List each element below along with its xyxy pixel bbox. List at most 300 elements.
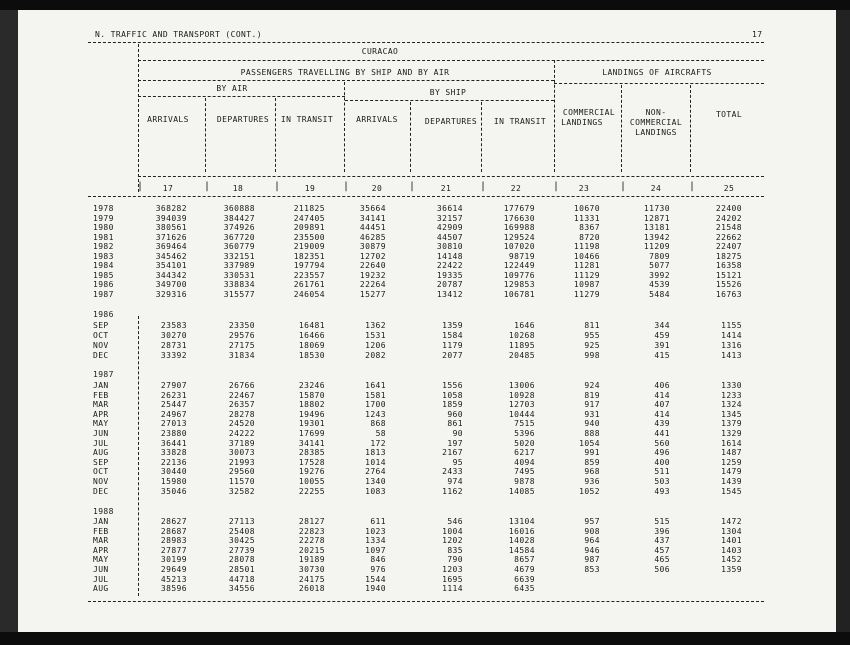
table-cell: 1859: [442, 400, 463, 410]
table-cell: 368282: [155, 204, 187, 213]
table-cell: 27877: [160, 545, 187, 555]
table-cell: 10928: [508, 390, 535, 400]
table-cell: 22640: [359, 261, 386, 271]
table-cell: 30440: [160, 467, 187, 477]
table-cell: 22823: [298, 526, 325, 536]
rule-vertical-stub: [138, 44, 139, 192]
table-cell: 12702: [359, 251, 386, 261]
table-cell: 946: [584, 545, 600, 555]
table-cell: 329316: [155, 289, 187, 299]
row-label: DEC: [93, 351, 109, 361]
table-cell: 968: [584, 467, 600, 477]
header-noncommercial-1: NON-: [645, 108, 667, 117]
table-cell: 28078: [228, 555, 255, 565]
table-cell: 34556: [228, 584, 255, 594]
table-cell: 974: [447, 477, 463, 486]
table-cell: 465: [654, 555, 670, 565]
table-cell: 27013: [160, 419, 187, 429]
table-cell: 1054: [579, 438, 600, 448]
table-cell: 20787: [436, 280, 463, 290]
table-cell: 13412: [436, 289, 463, 299]
table-cell: 345462: [155, 251, 187, 261]
table-cell: 439: [654, 419, 670, 429]
table-cell: 18069: [298, 341, 325, 351]
table-cell: 925: [584, 341, 600, 351]
table-cell: 13104: [508, 517, 535, 526]
column-number: 22: [510, 184, 522, 193]
table-cell: 861: [447, 419, 463, 429]
year-label-1986: 1986: [93, 310, 114, 319]
table-cell: 25408: [228, 526, 255, 536]
table-cell: 960: [447, 409, 463, 419]
table-cell: 459: [654, 331, 670, 341]
table-cell: 414: [654, 409, 670, 419]
table-cell: 964: [584, 536, 600, 546]
table-cell: 22136: [160, 457, 187, 467]
table-cell: 18275: [715, 251, 742, 261]
table-cell: 17528: [298, 457, 325, 467]
column-number-separator: |: [274, 181, 281, 192]
rule-vertical-stub-body: [138, 316, 139, 596]
table-cell: 5020: [514, 438, 535, 448]
table-cell: 219009: [293, 242, 325, 252]
table-cell: 344: [654, 321, 670, 330]
table-cell: 394039: [155, 213, 187, 223]
table-cell: 1259: [721, 457, 742, 467]
table-cell: 7809: [649, 251, 670, 261]
table-cell: 28731: [160, 341, 187, 351]
column-number: 18: [232, 184, 244, 193]
rule-vertical-air-ship: [344, 82, 345, 172]
table-cell: 13181: [643, 223, 670, 233]
table-cell: 515: [654, 517, 670, 526]
table-cell: 30425: [228, 536, 255, 546]
table-cell: 11730: [643, 204, 670, 213]
table-cell: 35046: [160, 486, 187, 496]
table-cell: 31834: [228, 351, 255, 361]
table-cell: 908: [584, 526, 600, 536]
table-cell: 1479: [721, 467, 742, 477]
table-cell: 371626: [155, 232, 187, 242]
table-cell: 235500: [293, 232, 325, 242]
row-label: MAY: [93, 419, 109, 429]
row-label: JUL: [93, 574, 109, 584]
rule-top: [88, 42, 764, 43]
table-cell: 1334: [365, 536, 386, 546]
rule-air: [138, 96, 345, 97]
table-cell: 14584: [508, 545, 535, 555]
table-cell: 36614: [436, 204, 463, 213]
table-cell: 28687: [160, 526, 187, 536]
table-cell: 1472: [721, 517, 742, 526]
table-cell: 1340: [365, 477, 386, 486]
table-cell: 1155: [721, 321, 742, 330]
table-cell: 406: [654, 381, 670, 390]
header-commercial-1: COMMERCIAL: [562, 108, 616, 117]
table-cell: 209891: [293, 223, 325, 233]
table-cell: 1646: [514, 321, 535, 330]
table-cell: 1206: [365, 341, 386, 351]
table-cell: 109776: [503, 270, 535, 280]
table-cell: 20485: [508, 351, 535, 361]
table-cell: 19189: [298, 555, 325, 565]
rule-region: [138, 60, 764, 61]
table-cell: 2433: [442, 467, 463, 477]
table-cell: 931: [584, 409, 600, 419]
landings-heading: LANDINGS OF AIRCRAFTS: [602, 68, 712, 77]
passengers-heading: PASSENGERS TRAVELLING BY SHIP AND BY AIR: [240, 68, 450, 77]
table-cell: 5484: [649, 289, 670, 299]
table-cell: 10444: [508, 409, 535, 419]
table-cell: 32582: [228, 486, 255, 496]
table-cell: 11198: [573, 242, 600, 252]
row-label: 1980: [93, 223, 114, 233]
table-cell: 998: [584, 351, 600, 361]
table-cell: 1359: [721, 565, 742, 574]
table-cell: 337989: [223, 261, 255, 271]
table-cell: 1452: [721, 555, 742, 565]
table-cell: 415: [654, 351, 670, 361]
table-cell: 28983: [160, 536, 187, 546]
row-label: 1985: [93, 270, 114, 280]
table-cell: 19496: [298, 409, 325, 419]
row-label: DEC: [93, 486, 109, 496]
table-cell: 14085: [508, 486, 535, 496]
table-cell: 5077: [649, 261, 670, 271]
table-cell: 27113: [228, 517, 255, 526]
table-cell: 11279: [573, 289, 600, 299]
column-number: 24: [650, 184, 662, 193]
table-cell: 27175: [228, 341, 255, 351]
table-cell: 1243: [365, 409, 386, 419]
table-cell: 330531: [223, 270, 255, 280]
table-cell: 27739: [228, 545, 255, 555]
table-cell: 22255: [298, 486, 325, 496]
table-cell: 28627: [160, 517, 187, 526]
table-cell: 22264: [359, 280, 386, 290]
table-cell: 261761: [293, 280, 325, 290]
table-cell: 19276: [298, 467, 325, 477]
table-cell: 1581: [365, 390, 386, 400]
table-cell: 16763: [715, 289, 742, 299]
table-cell: 8720: [579, 232, 600, 242]
table-cell: 15277: [359, 289, 386, 299]
column-number: 17: [162, 184, 174, 193]
table-cell: 4679: [514, 565, 535, 574]
table-cell: 1531: [365, 331, 386, 341]
table-cell: 1359: [442, 321, 463, 330]
table-cell: 1004: [442, 526, 463, 536]
row-label: NOV: [93, 341, 109, 351]
table-cell: 98719: [508, 251, 535, 261]
table-cell: 457: [654, 545, 670, 555]
table-cell: 957: [584, 517, 600, 526]
table-cell: 811: [584, 321, 600, 330]
table-cell: 1329: [721, 429, 742, 438]
header-air-transit: IN TRANSIT: [280, 115, 334, 124]
table-cell: 846: [370, 555, 386, 565]
table-cell: 1345: [721, 409, 742, 419]
table-cell: 122449: [503, 261, 535, 271]
row-label: 1981: [93, 232, 114, 242]
table-cell: 20215: [298, 545, 325, 555]
section-title: N. TRAFFIC AND TRANSPORT (CONT.): [95, 30, 262, 39]
table-cell: 1083: [365, 486, 386, 496]
table-cell: 437: [654, 536, 670, 546]
rule-under-numbers: [88, 196, 764, 197]
table-cell: 16466: [298, 331, 325, 341]
table-cell: 14148: [436, 251, 463, 261]
table-cell: 1940: [365, 584, 386, 594]
column-number: 19: [304, 184, 316, 193]
scan-left-edge: [0, 10, 18, 632]
table-cell: 19335: [436, 270, 463, 280]
table-cell: 13942: [643, 232, 670, 242]
column-number-separator: |: [343, 181, 350, 192]
row-label: 1986: [93, 280, 114, 290]
table-cell: 868: [370, 419, 386, 429]
table-cell: 1614: [721, 438, 742, 448]
table-cell: 30810: [436, 242, 463, 252]
table-cell: 29649: [160, 565, 187, 574]
row-label: JAN: [93, 381, 109, 390]
table-cell: 22278: [298, 536, 325, 546]
table-cell: 21993: [228, 457, 255, 467]
column-number-separator: |: [553, 181, 560, 192]
table-cell: 1403: [721, 545, 742, 555]
table-cell: 15121: [715, 270, 742, 280]
table-cell: 1233: [721, 390, 742, 400]
table-cell: 414: [654, 390, 670, 400]
table-cell: 29576: [228, 331, 255, 341]
table-cell: 22422: [436, 261, 463, 271]
rule-vertical-air-1: [205, 98, 206, 172]
row-label: 1987: [93, 289, 114, 299]
table-cell: 11570: [228, 477, 255, 486]
table-cell: 8657: [514, 555, 535, 565]
table-cell: 24175: [298, 574, 325, 584]
row-label: FEB: [93, 526, 109, 536]
table-cell: 28385: [298, 448, 325, 458]
table-cell: 1362: [365, 321, 386, 330]
table-cell: 1813: [365, 448, 386, 458]
table-cell: 496: [654, 448, 670, 458]
column-number-separator: |: [409, 181, 416, 192]
table-cell: 27907: [160, 381, 187, 390]
table-cell: 30199: [160, 555, 187, 565]
table-cell: 1324: [721, 400, 742, 410]
table-cell: 21548: [715, 223, 742, 233]
table-cell: 380561: [155, 223, 187, 233]
table-cell: 176630: [503, 213, 535, 223]
table-cell: 1052: [579, 486, 600, 496]
rule-landings: [554, 83, 764, 84]
row-label: JUN: [93, 565, 109, 574]
table-cell: 17699: [298, 429, 325, 438]
region-heading: CURACAO: [361, 47, 399, 56]
table-cell: 15980: [160, 477, 187, 486]
table-cell: 1162: [442, 486, 463, 496]
table-cell: 182351: [293, 251, 325, 261]
table-cell: 400: [654, 457, 670, 467]
table-cell: 197794: [293, 261, 325, 271]
table-cell: 7515: [514, 419, 535, 429]
table-cell: 12871: [643, 213, 670, 223]
table-cell: 924: [584, 381, 600, 390]
table-cell: 28278: [228, 409, 255, 419]
row-label: MAR: [93, 400, 109, 410]
table-cell: 23880: [160, 429, 187, 438]
table-cell: 26766: [228, 381, 255, 390]
table-cell: 33828: [160, 448, 187, 458]
table-cell: 506: [654, 565, 670, 574]
table-cell: 10670: [573, 204, 600, 213]
header-total: TOTAL: [715, 110, 743, 119]
table-cell: 987: [584, 555, 600, 565]
rule-vertical-ship-2: [481, 102, 482, 172]
table-cell: 58: [375, 429, 386, 438]
table-cell: 26357: [228, 400, 255, 410]
table-cell: 34141: [359, 213, 386, 223]
table-cell: 1097: [365, 545, 386, 555]
rule-vertical-landings-2: [690, 85, 691, 172]
table-cell: 332151: [223, 251, 255, 261]
table-cell: 24202: [715, 213, 742, 223]
row-label: MAY: [93, 555, 109, 565]
table-cell: 1413: [721, 351, 742, 361]
table-cell: 6217: [514, 448, 535, 458]
table-cell: 22407: [715, 242, 742, 252]
table-cell: 1700: [365, 400, 386, 410]
table-cell: 22467: [228, 390, 255, 400]
table-cell: 917: [584, 400, 600, 410]
column-number: 25: [723, 184, 735, 193]
table-cell: 35664: [359, 204, 386, 213]
table-cell: 396: [654, 526, 670, 536]
row-label: APR: [93, 545, 109, 555]
table-cell: 3992: [649, 270, 670, 280]
table-cell: 790: [447, 555, 463, 565]
row-label: APR: [93, 409, 109, 419]
table-cell: 367720: [223, 232, 255, 242]
rule-vertical-ship-1: [410, 102, 411, 172]
table-cell: 22662: [715, 232, 742, 242]
table-cell: 6639: [514, 574, 535, 584]
table-cell: 976: [370, 565, 386, 574]
table-cell: 26231: [160, 390, 187, 400]
table-cell: 26018: [298, 584, 325, 594]
table-cell: 37189: [228, 438, 255, 448]
row-label: AUG: [93, 584, 109, 594]
table-cell: 11895: [508, 341, 535, 351]
row-label: 1979: [93, 213, 114, 223]
column-number: 21: [440, 184, 452, 193]
table-cell: 955: [584, 331, 600, 341]
table-cell: 360888: [223, 204, 255, 213]
table-cell: 407: [654, 400, 670, 410]
table-cell: 9878: [514, 477, 535, 486]
table-cell: 211825: [293, 204, 325, 213]
table-cell: 246054: [293, 289, 325, 299]
table-cell: 1641: [365, 381, 386, 390]
year-label-1988: 1988: [93, 507, 114, 516]
table-cell: 10055: [298, 477, 325, 486]
table-cell: 888: [584, 429, 600, 438]
table-cell: 44507: [436, 232, 463, 242]
row-label: AUG: [93, 448, 109, 458]
row-label: 1983: [93, 251, 114, 261]
row-label: JUL: [93, 438, 109, 448]
table-cell: 223557: [293, 270, 325, 280]
table-cell: 344342: [155, 270, 187, 280]
table-cell: 10987: [573, 280, 600, 290]
table-cell: 560: [654, 438, 670, 448]
table-cell: 19232: [359, 270, 386, 280]
table-cell: 1179: [442, 341, 463, 351]
header-commercial-2: LANDINGS: [561, 118, 603, 127]
table-cell: 129853: [503, 280, 535, 290]
row-label: JAN: [93, 517, 109, 526]
table-cell: 315577: [223, 289, 255, 299]
table-cell: 30879: [359, 242, 386, 252]
rule-bottom: [88, 601, 764, 602]
rule-vertical-air-2: [275, 98, 276, 172]
table-cell: 32157: [436, 213, 463, 223]
rule-vertical-landings-1: [621, 85, 622, 172]
table-cell: 33392: [160, 351, 187, 361]
table-cell: 34141: [298, 438, 325, 448]
table-cell: 1058: [442, 390, 463, 400]
table-cell: 18530: [298, 351, 325, 361]
table-cell: 2082: [365, 351, 386, 361]
row-label: 1982: [93, 242, 114, 252]
table-cell: 1544: [365, 574, 386, 584]
table-cell: 15526: [715, 280, 742, 290]
table-cell: 29560: [228, 467, 255, 477]
table-cell: 24222: [228, 429, 255, 438]
table-cell: 11281: [573, 261, 600, 271]
table-cell: 6435: [514, 584, 535, 594]
table-cell: 546: [447, 517, 463, 526]
table-cell: 11209: [643, 242, 670, 252]
table-cell: 106781: [503, 289, 535, 299]
scan-right-edge: [836, 10, 850, 632]
table-cell: 177679: [503, 204, 535, 213]
table-cell: 503: [654, 477, 670, 486]
table-cell: 511: [654, 467, 670, 477]
table-cell: 5396: [514, 429, 535, 438]
table-cell: 369464: [155, 242, 187, 252]
table-cell: 4094: [514, 457, 535, 467]
row-label: NOV: [93, 477, 109, 486]
table-cell: 835: [447, 545, 463, 555]
table-cell: 374926: [223, 223, 255, 233]
table-cell: 30270: [160, 331, 187, 341]
table-cell: 16016: [508, 526, 535, 536]
table-cell: 1414: [721, 331, 742, 341]
table-cell: 1014: [365, 457, 386, 467]
table-cell: 611: [370, 517, 386, 526]
table-cell: 940: [584, 419, 600, 429]
table-cell: 1487: [721, 448, 742, 458]
table-cell: 1584: [442, 331, 463, 341]
table-cell: 36441: [160, 438, 187, 448]
table-cell: 23350: [228, 321, 255, 330]
row-label: MAR: [93, 536, 109, 546]
header-noncommercial-3: LANDINGS: [635, 128, 677, 137]
column-number-separator: |: [620, 181, 627, 192]
header-noncommercial-2: COMMERCIAL: [629, 118, 683, 127]
